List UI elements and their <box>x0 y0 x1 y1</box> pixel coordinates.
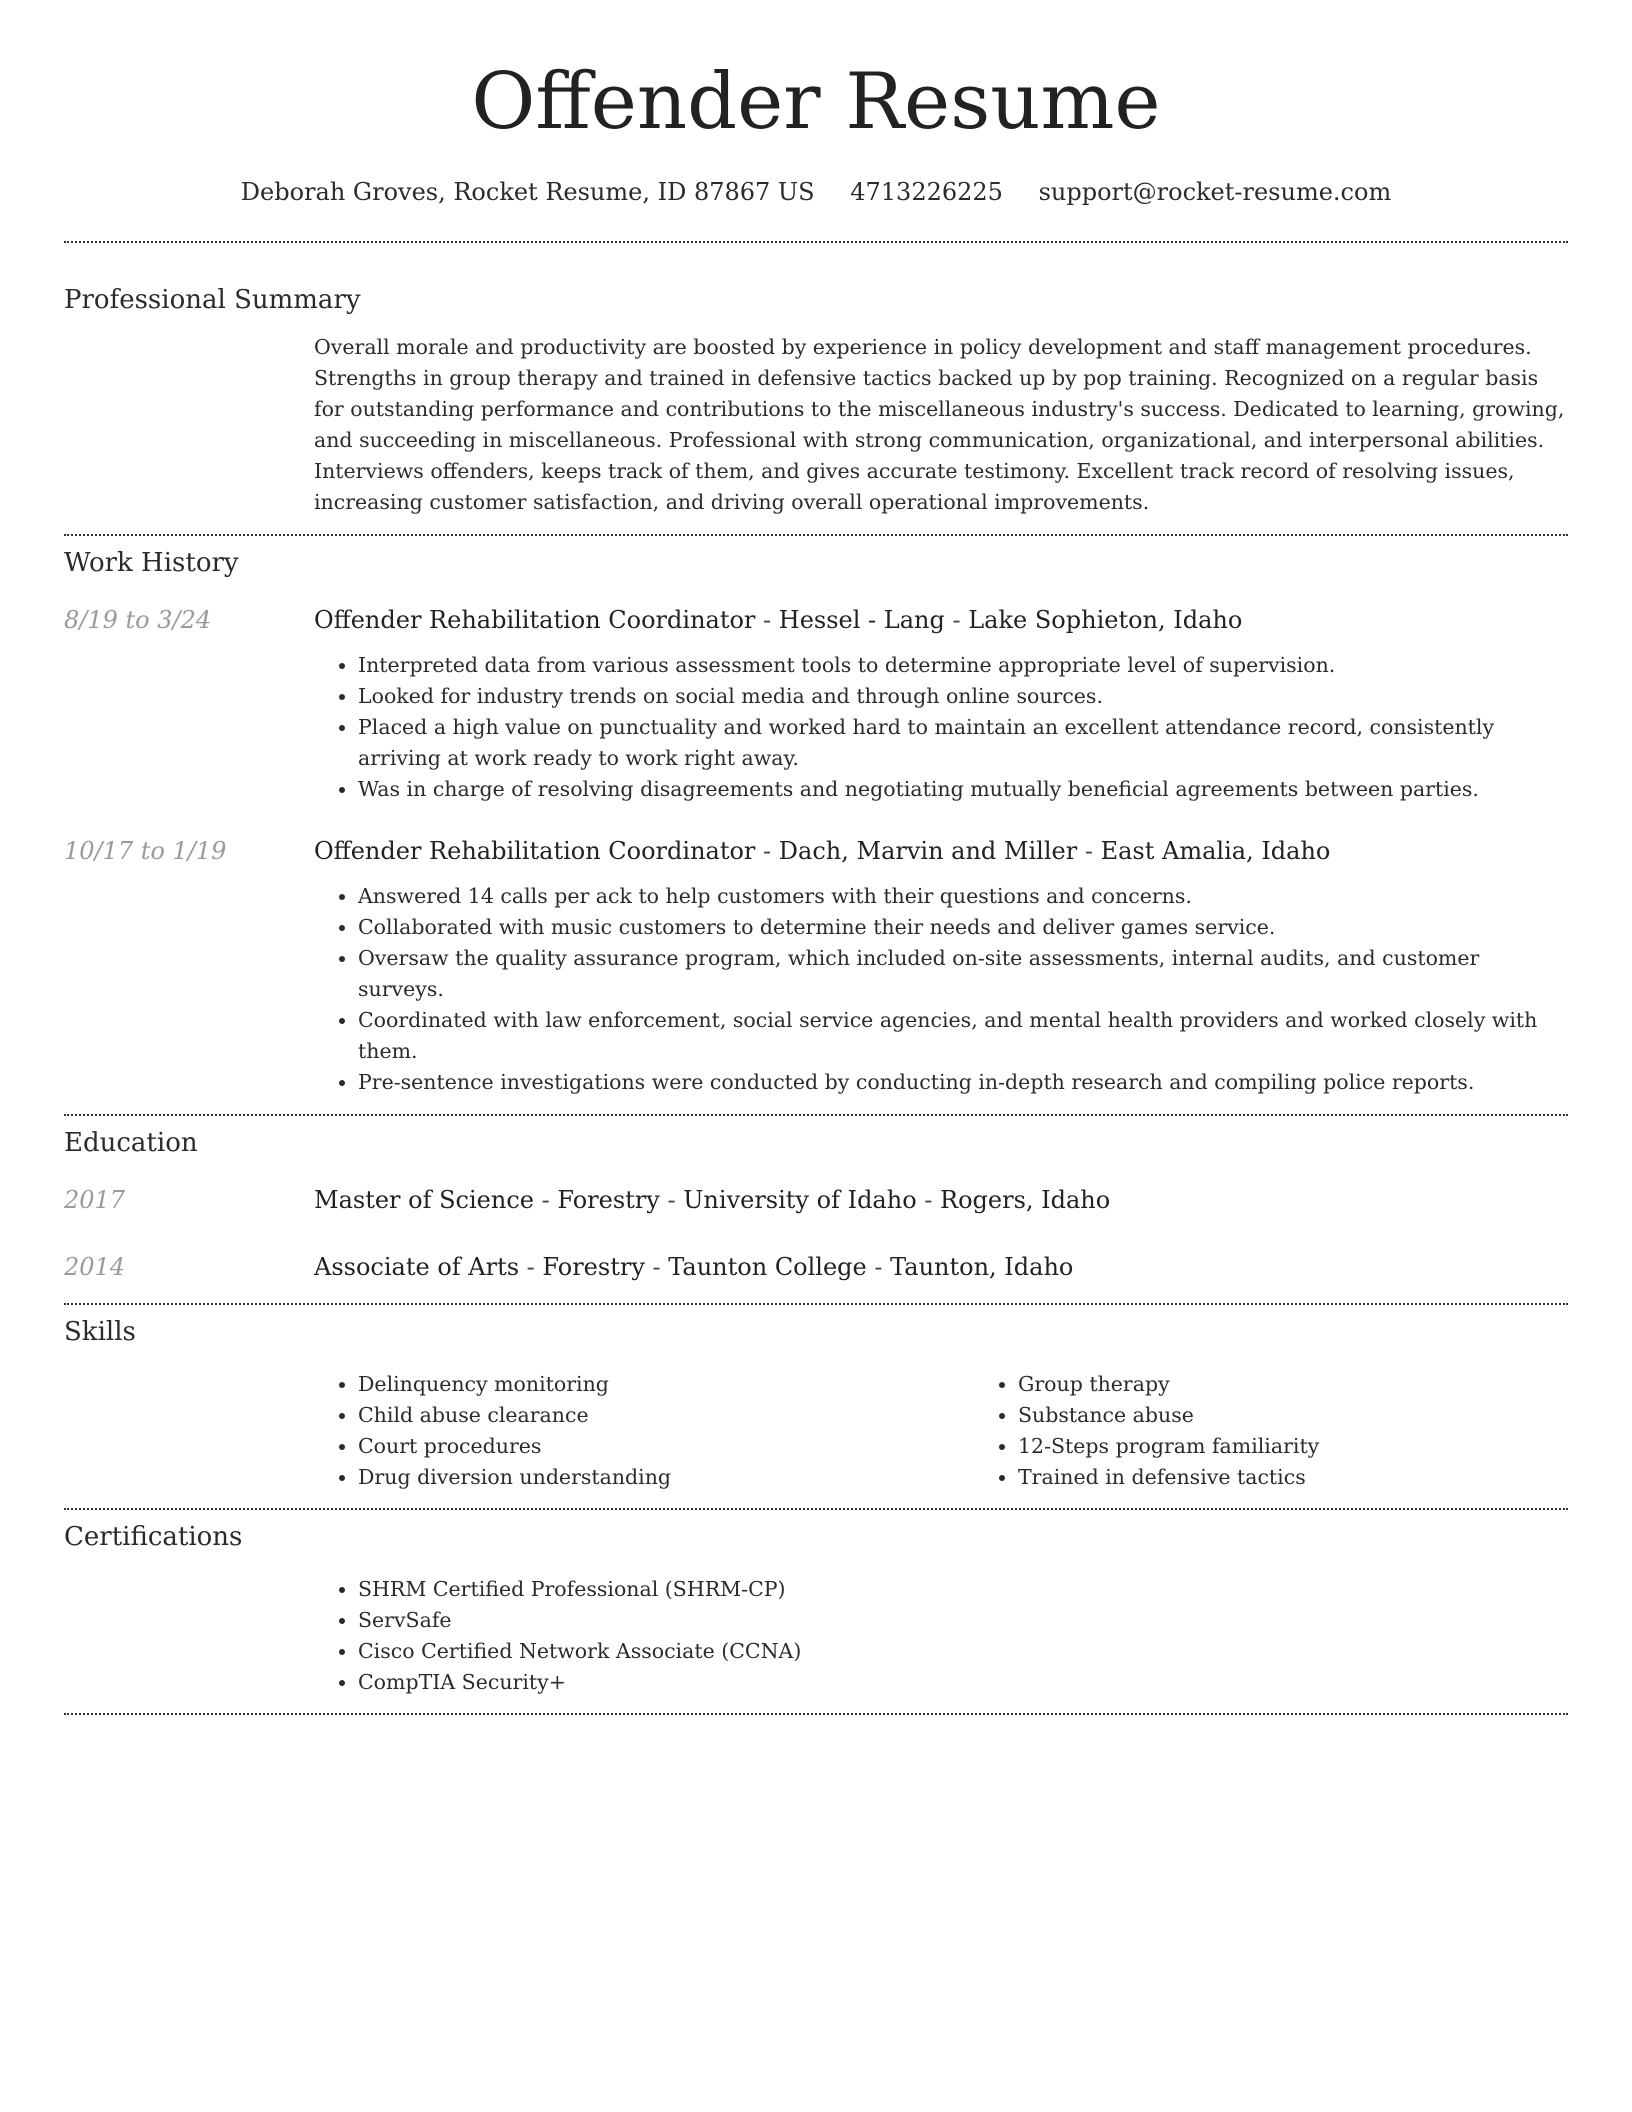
resume-page <box>64 0 1568 1715</box>
job-title: Offender Rehabilitation Coordinator <box>314 837 756 865</box>
contact-line <box>64 176 1568 208</box>
education-entry <box>64 1183 1568 1217</box>
list-item: • Looked for industry trends on social media and through online sources. <box>358 681 1568 712</box>
list-item: • Interpreted data from various assessment tools to determine appropriate level of supervision. <box>358 650 1568 681</box>
list-item: • Placed a high value on punctuality and worked hard to maintain an excellent attendance record, consistently arriving at work ready to work right away. <box>358 712 1568 774</box>
school: Taunton College <box>668 1253 867 1281</box>
divider <box>64 1713 1568 1715</box>
resume-title: Offender Resume <box>471 57 1161 147</box>
list-item: • Child abuse clearance <box>358 1400 974 1431</box>
section-heading: Certifications <box>64 1522 243 1552</box>
certifications-list <box>314 1574 1568 1698</box>
school-location: Taunton, Idaho <box>890 1253 1074 1281</box>
job-heading: Offender Rehabilitation Coordinator - Dach, Marvin and Miller - East Amalia, Idaho <box>314 837 1331 865</box>
job-dates: 10/17 to 1/19 <box>64 837 227 865</box>
job-bullets <box>314 650 1568 805</box>
divider <box>64 534 1568 536</box>
section-heading: Work History <box>64 548 239 578</box>
job-dates: 8/19 to 3/24 <box>64 606 212 634</box>
list-item: • Drug diversion understanding <box>358 1462 974 1493</box>
education-entry <box>64 1250 1568 1284</box>
list-item: • SHRM Certified Professional (SHRM-CP) <box>358 1574 1568 1605</box>
field-of-study: Forestry <box>542 1253 645 1281</box>
degree: Master of Science <box>314 1186 534 1214</box>
list-item: • CompTIA Security+ <box>358 1667 1568 1698</box>
divider <box>64 241 1568 243</box>
list-item: • Answered 14 calls per ack to help customers with their questions and concerns. <box>358 881 1568 912</box>
school: University of Idaho <box>683 1186 917 1214</box>
job-location: Lake Sophieton, Idaho <box>968 606 1243 634</box>
list-item: • Group therapy <box>1018 1369 1632 1400</box>
list-item: • Was in charge of resolving disagreements and negotiating mutually beneficial agreements between parties. <box>358 774 1568 805</box>
list-item: • ServSafe <box>358 1605 1568 1636</box>
list-item: • Collaborated with music customers to determine their needs and deliver games service. <box>358 912 1568 943</box>
education-year: 2014 <box>64 1253 126 1281</box>
education-heading: Associate of Arts - Forestry - Taunton College - Taunton, Idaho <box>314 1253 1074 1281</box>
job-title: Offender Rehabilitation Coordinator <box>314 606 756 634</box>
section-heading: Education <box>64 1128 198 1158</box>
job-location: East Amalia, Idaho <box>1100 837 1331 865</box>
summary-section <box>64 283 1568 518</box>
certifications-section <box>64 1520 1568 1698</box>
summary-text: Overall morale and productivity are boosted by experience in policy development and staff management procedures. Strengths in group therapy and trained in defensive tactics backed up by pop training. Recognized on a regular basis for outstanding performance and contributions to the miscellaneous industry's success. Dedicated to learning, growing, and succeeding in miscellaneous. Professional with strong communication, organizational, and interpersonal abilities. Interviews offenders, keeps track of them, and gives accurate testimony. Excellent track record of resolving issues, increasing customer satisfaction, and driving overall operational improvements. <box>314 335 1565 514</box>
skills-section <box>64 1315 1568 1493</box>
list-item: • Delinquency monitoring <box>358 1369 974 1400</box>
list-item: • 12-Steps program familiarity <box>1018 1431 1632 1462</box>
job-company: Dach, Marvin and Miller <box>778 837 1078 865</box>
skills-list-left <box>314 1369 974 1493</box>
job-entry <box>64 603 1568 805</box>
list-item: • Coordinated with law enforcement, social service agencies, and mental health providers and worked closely with them. <box>358 1005 1568 1067</box>
education-year: 2017 <box>64 1186 126 1214</box>
contact-phone: 4713226225 <box>850 178 1003 206</box>
list-item: • Cisco Certified Network Associate (CCNA) <box>358 1636 1568 1667</box>
degree: Associate of Arts <box>314 1253 520 1281</box>
education-section <box>64 1126 1568 1284</box>
job-entry <box>64 834 1568 1098</box>
contact-email: support@rocket-resume.com <box>1038 178 1392 206</box>
list-item: • Court procedures <box>358 1431 974 1462</box>
skills-list-right <box>974 1369 1632 1493</box>
divider <box>64 1114 1568 1116</box>
education-heading: Master of Science - Forestry - University of Idaho - Rogers, Idaho <box>314 1186 1111 1214</box>
work-history-section <box>64 546 1568 1098</box>
job-company: Hessel - Lang <box>778 606 945 634</box>
section-heading: Skills <box>64 1317 136 1347</box>
contact-address: Deborah Groves, Rocket Resume, ID 87867 US <box>240 178 815 206</box>
divider <box>64 1508 1568 1510</box>
list-item: • Trained in defensive tactics <box>1018 1462 1632 1493</box>
section-heading: Professional Summary <box>64 285 361 315</box>
list-item: • Substance abuse <box>1018 1400 1632 1431</box>
school-location: Rogers, Idaho <box>940 1186 1111 1214</box>
job-bullets <box>314 881 1568 1098</box>
list-item: • Oversaw the quality assurance program, which included on-site assessments, internal audits, and customer surveys. <box>358 943 1568 1005</box>
job-heading: Offender Rehabilitation Coordinator - Hessel - Lang - Lake Sophieton, Idaho <box>314 606 1243 634</box>
field-of-study: Forestry <box>557 1186 660 1214</box>
list-item: • Pre-sentence investigations were conducted by conducting in-depth research and compiling police reports. <box>358 1067 1568 1098</box>
divider <box>64 1303 1568 1305</box>
